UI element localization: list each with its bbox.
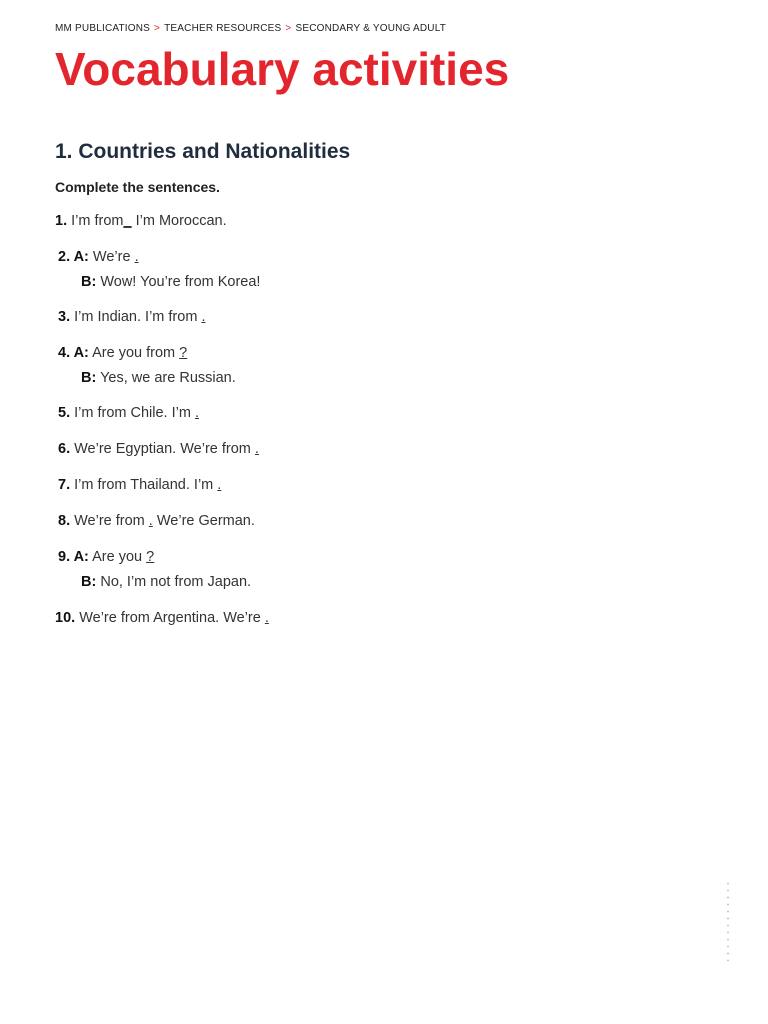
item-text: I’m Moroccan. — [131, 213, 227, 229]
exercise-item-8 — [58, 512, 255, 530]
exercise-item-4-response — [81, 369, 236, 387]
item-text: We’re from — [74, 513, 149, 529]
item-text: I’m from Thailand. I’m — [74, 477, 218, 493]
speaker-label: B: — [81, 574, 97, 590]
breadcrumb-link-mm-publications[interactable]: MM PUBLICATIONS — [55, 23, 151, 34]
exercise-item-2-response — [81, 273, 260, 291]
exercise-item-3 — [58, 308, 205, 326]
item-number: 6. — [58, 441, 71, 457]
item-text: Are you — [92, 549, 147, 565]
item-number: 7. — [58, 477, 71, 493]
item-text: We’re — [92, 249, 135, 265]
answer-blank[interactable]: . — [148, 513, 153, 529]
item-text: I’m from Chile. I’m — [74, 405, 195, 421]
item-text: Are you from — [92, 345, 180, 361]
item-number: 9. A: — [58, 549, 89, 565]
item-number: 10. — [55, 610, 76, 626]
answer-blank[interactable]: . — [217, 477, 222, 493]
exercise-item-6 — [58, 440, 259, 458]
page-title: Vocabulary activities — [55, 43, 510, 95]
answer-blank[interactable]: . — [254, 441, 259, 457]
speaker-label: B: — [81, 370, 97, 386]
exercise-item-4 — [58, 344, 187, 362]
item-text: Wow! You’re from Korea! — [100, 274, 261, 290]
breadcrumb-link-teacher-resources[interactable]: TEACHER RESOURCES — [164, 23, 282, 34]
item-text: No, I’m not from Japan. — [100, 574, 252, 590]
item-number: 5. — [58, 405, 71, 421]
instruction-text: Complete the sentences. — [55, 179, 220, 195]
item-number: 8. — [58, 513, 71, 529]
answer-blank[interactable]: _ — [123, 213, 132, 229]
item-text: I’m Indian. I’m from — [74, 309, 202, 325]
answer-blank[interactable]: . — [194, 405, 199, 421]
section-heading: 1. Countries and Nationalities — [55, 140, 351, 163]
item-number: 1. — [55, 213, 68, 229]
breadcrumb-separator: > — [154, 23, 161, 34]
answer-blank[interactable]: . — [264, 610, 269, 626]
item-number: 3. — [58, 309, 71, 325]
breadcrumb-link-secondary-young-adult[interactable]: SECONDARY & YOUNG ADULT — [295, 23, 447, 34]
speaker-label: B: — [81, 274, 97, 290]
item-text: I’m from — [71, 213, 124, 229]
item-text: We’re Egyptian. We’re from — [74, 441, 255, 457]
decorative-dotted-line — [726, 880, 730, 964]
exercise-item-9 — [58, 548, 154, 566]
breadcrumb — [55, 23, 446, 34]
breadcrumb-separator: > — [285, 23, 292, 34]
answer-blank[interactable]: . — [134, 249, 139, 265]
answer-blank[interactable]: ? — [146, 549, 155, 565]
item-text: Yes, we are Russian. — [100, 370, 236, 386]
exercise-item-1 — [55, 212, 227, 230]
item-text: We’re German. — [152, 513, 255, 529]
exercise-item-7 — [58, 476, 221, 494]
answer-blank[interactable]: . — [201, 309, 206, 325]
item-number: 4. A: — [58, 345, 89, 361]
answer-blank[interactable]: ? — [179, 345, 188, 361]
item-number: 2. A: — [58, 249, 89, 265]
exercise-item-5 — [58, 404, 199, 422]
exercise-item-10 — [55, 609, 269, 627]
exercise-item-9-response — [81, 573, 251, 591]
exercise-item-2 — [58, 248, 139, 266]
item-text: We’re from Argentina. We’re — [79, 610, 265, 626]
